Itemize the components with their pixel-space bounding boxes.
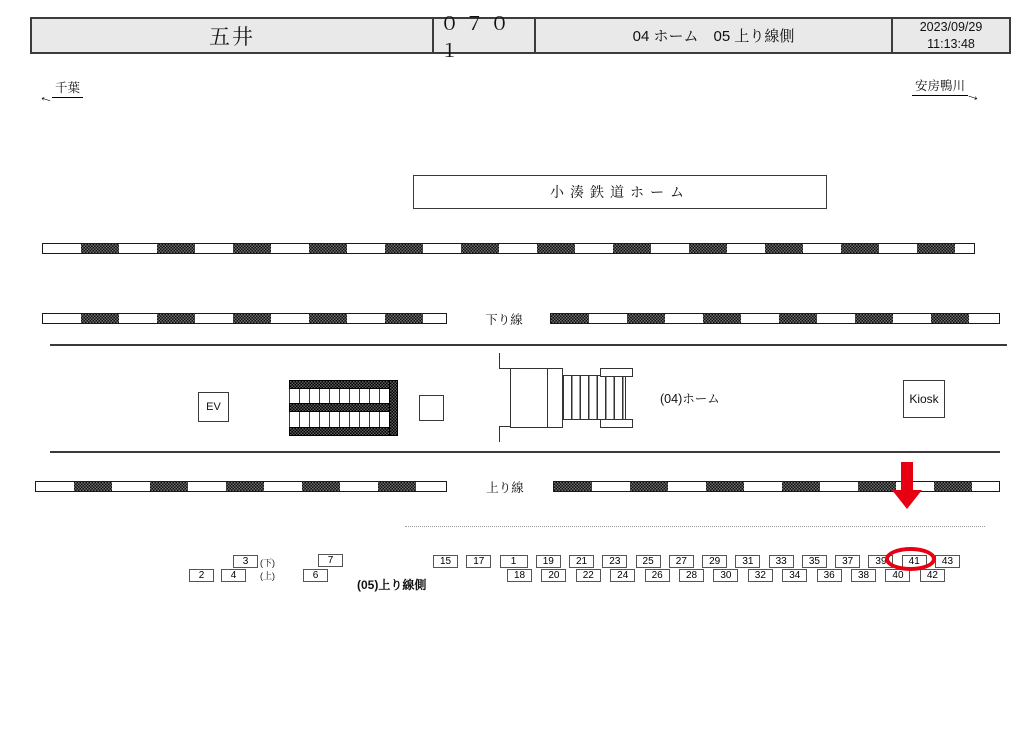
- spot-24[interactable]: 24: [610, 569, 635, 582]
- spot-17[interactable]: 17: [466, 555, 491, 568]
- spot-30[interactable]: 30: [713, 569, 738, 582]
- escalator-cap-top: [600, 368, 633, 377]
- platform-edge-bottom: [50, 451, 1000, 453]
- spot-19[interactable]: 19: [536, 555, 561, 568]
- spot-3[interactable]: 3: [233, 555, 258, 568]
- small-structure-box: [419, 395, 444, 421]
- escalator-cab: [510, 368, 563, 428]
- stairs-landing-wall: [389, 380, 398, 436]
- datetime-cell: [891, 19, 1009, 52]
- spot-4[interactable]: 4: [221, 569, 246, 582]
- stairs-mid-wall: [289, 403, 398, 412]
- stairs-steps-upper: [289, 389, 390, 403]
- spot-38[interactable]: 38: [851, 569, 876, 582]
- escalator-structure: [499, 353, 635, 442]
- spot-15[interactable]: 15: [433, 555, 458, 568]
- direction-left: [36, 78, 83, 108]
- spot-31[interactable]: 31: [735, 555, 760, 568]
- direction-right: [912, 76, 984, 106]
- escalator-cap-bottom: [600, 419, 633, 428]
- highlight-ellipse: [885, 547, 936, 571]
- spot-25[interactable]: 25: [636, 555, 661, 568]
- down-line-label: 下り線: [485, 313, 523, 327]
- header-bar: [30, 13, 1011, 62]
- escalator-cab-divider: [547, 368, 548, 428]
- spot-33[interactable]: 33: [769, 555, 794, 568]
- date-text: 2023/09/29: [919, 19, 983, 34]
- spot-22[interactable]: 22: [576, 569, 601, 582]
- stairs-steps-lower: [289, 412, 390, 427]
- stairs-bottom-wall: [289, 427, 398, 436]
- escalator-bracket-top: [499, 353, 500, 369]
- spot-34[interactable]: 34: [782, 569, 807, 582]
- highlight-arrow-icon: [892, 490, 922, 509]
- spot-7[interactable]: 7: [318, 554, 343, 567]
- spot-35[interactable]: 35: [802, 555, 827, 568]
- track-down-left: [42, 313, 447, 324]
- spot-32[interactable]: 32: [748, 569, 773, 582]
- station-name: 五井: [209, 25, 255, 49]
- spot-row-top: [433, 555, 960, 568]
- spot-40[interactable]: 40: [885, 569, 910, 582]
- station-code: ０７０１: [432, 19, 536, 52]
- escalator-steps: [563, 375, 626, 420]
- stairs-structure: [289, 380, 398, 436]
- spot-43[interactable]: 43: [935, 555, 960, 568]
- spot-1[interactable]: 1: [500, 555, 528, 568]
- elevator-box: EV: [198, 392, 229, 422]
- right-arrow-icon: →: [963, 85, 984, 106]
- side-05-label: (05)上り線側: [357, 578, 427, 592]
- spot-21[interactable]: 21: [569, 555, 594, 568]
- left-arrow-icon: ←: [36, 87, 57, 108]
- spot-2[interactable]: 2: [189, 569, 214, 582]
- platform-04-label: (04)ホーム: [660, 392, 720, 406]
- spot-20[interactable]: 20: [541, 569, 566, 582]
- spot-27[interactable]: 27: [669, 555, 694, 568]
- highlight-arrow-shaft: [901, 462, 913, 491]
- stairs-top-wall: [289, 380, 398, 389]
- track-up-right: [553, 481, 1000, 492]
- platform-location-title: 04 ホーム 05 上り線側: [632, 28, 795, 45]
- spot-41[interactable]: 41: [902, 555, 927, 568]
- spot-39[interactable]: 39: [868, 555, 893, 568]
- escalator-bracket-bottom: [499, 426, 500, 442]
- up-mark-label: (上): [260, 571, 275, 581]
- spot-row-bottom: [507, 569, 945, 582]
- spot-29[interactable]: 29: [702, 555, 727, 568]
- direction-left-label: 千葉: [52, 78, 83, 98]
- spot-23[interactable]: 23: [602, 555, 627, 568]
- dotted-separator: [405, 526, 985, 527]
- up-line-label: 上り線: [486, 481, 524, 495]
- spot-26[interactable]: 26: [645, 569, 670, 582]
- track-top: [42, 243, 975, 254]
- kiosk-box: Kiosk: [903, 380, 945, 418]
- track-down-right: [550, 313, 1000, 324]
- track-up-left: [35, 481, 447, 492]
- platform-edge-top: [50, 344, 1007, 346]
- down-mark-label: (下): [260, 558, 275, 568]
- spot-36[interactable]: 36: [817, 569, 842, 582]
- spot-42[interactable]: 42: [920, 569, 945, 582]
- direction-right-label: 安房鴨川: [912, 76, 968, 96]
- spot-18[interactable]: 18: [507, 569, 532, 582]
- kominato-platform-box: 小湊鉄道ホーム: [413, 175, 827, 209]
- spot-28[interactable]: 28: [679, 569, 704, 582]
- spot-37[interactable]: 37: [835, 555, 860, 568]
- spot-6[interactable]: 6: [303, 569, 328, 582]
- time-text: 11:13:48: [927, 36, 975, 51]
